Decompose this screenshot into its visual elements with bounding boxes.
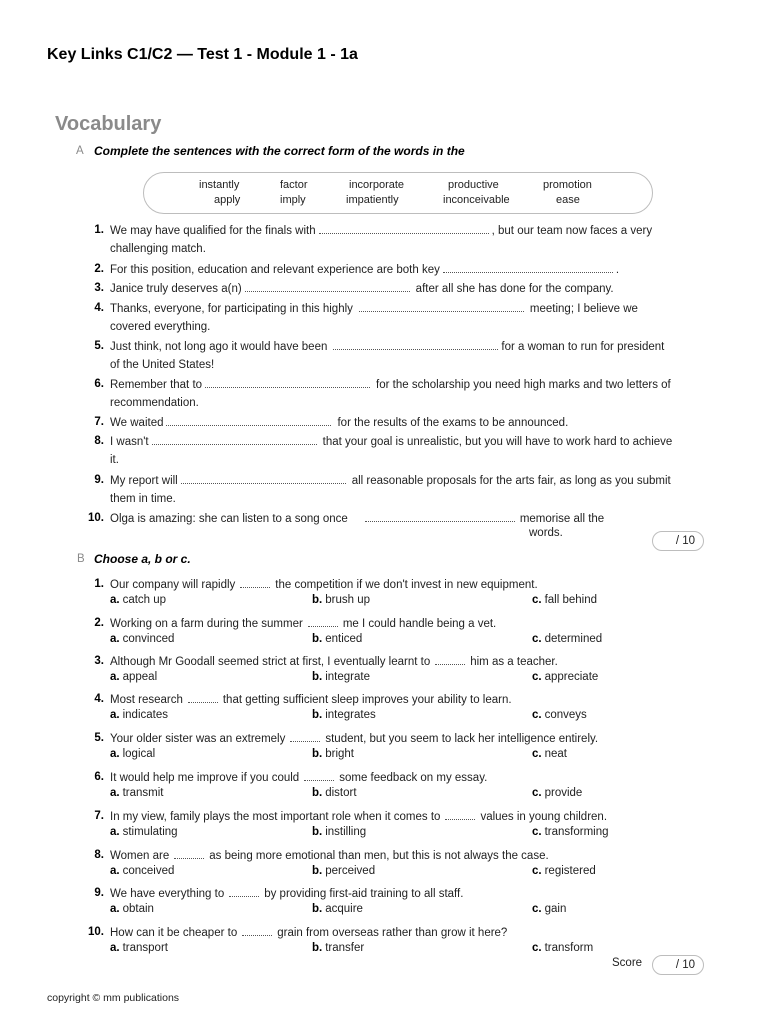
- answer-blank[interactable]: [205, 377, 370, 388]
- option-text: enticed: [325, 633, 363, 645]
- question-number: 10.: [88, 926, 104, 938]
- sentence-line: Olga is amazing: she can listen to a song once memorise all the: [110, 513, 605, 525]
- section-title: Vocabulary: [55, 113, 162, 135]
- sentence-line: We waited for the results of the exams to be announced.: [110, 417, 569, 429]
- option-text: conceived: [122, 865, 175, 877]
- option-label: c.: [532, 594, 542, 606]
- option-label: c.: [532, 942, 542, 954]
- option-label: b.: [312, 671, 323, 683]
- option-text: logical: [122, 748, 156, 760]
- question-number: 9.: [94, 887, 104, 899]
- option-c[interactable]: [532, 671, 598, 683]
- question-text: In my view, family plays the most important role when it comes to: [110, 811, 441, 823]
- option-label: b.: [312, 826, 323, 838]
- option-b[interactable]: [312, 594, 370, 606]
- answer-blank[interactable]: [435, 654, 465, 665]
- answer-blank[interactable]: [152, 434, 317, 445]
- option-text: transfer: [325, 942, 365, 954]
- option-a[interactable]: [110, 903, 154, 915]
- sentence-line: them in time.: [110, 493, 176, 505]
- question-text: that getting sufficient sleep improves your ability to learn.: [222, 694, 512, 706]
- option-a[interactable]: [110, 826, 178, 838]
- word-item: inconceivable: [443, 194, 510, 206]
- option-b[interactable]: [312, 671, 370, 683]
- option-text: perceived: [325, 865, 376, 877]
- option-a[interactable]: [110, 633, 174, 645]
- option-label: a.: [110, 633, 120, 645]
- question-text: Your older sister was an extremely: [110, 733, 286, 745]
- answer-blank[interactable]: [445, 809, 475, 820]
- question-text: Women are: [110, 850, 170, 862]
- word-item: impatiently: [346, 194, 399, 206]
- option-text: registered: [544, 865, 596, 877]
- score-label: Score: [612, 957, 643, 969]
- option-text: obtain: [122, 903, 154, 915]
- option-text: provide: [544, 787, 583, 799]
- question-text: Our company will rapidly: [110, 579, 236, 591]
- question-text: the competition if we don't invest in new equipment.: [275, 579, 538, 591]
- question-text: grain from overseas rather than grow it here?: [277, 927, 508, 939]
- option-label: a.: [110, 709, 120, 721]
- score-box-a: / 10: [652, 531, 704, 551]
- question-text: How can it be cheaper to: [110, 927, 238, 939]
- question-text: It would help me improve if you could: [110, 772, 300, 784]
- option-label: c.: [532, 671, 542, 683]
- option-a[interactable]: [110, 865, 174, 877]
- question-stem: [110, 808, 607, 826]
- option-text: distort: [325, 787, 357, 799]
- option-text: transforming: [544, 826, 609, 838]
- answer-blank[interactable]: [188, 692, 218, 703]
- option-text: determined: [544, 633, 603, 645]
- answer-blank[interactable]: [365, 511, 515, 522]
- option-text: fall behind: [544, 594, 598, 606]
- option-label: b.: [312, 942, 323, 954]
- word-item: promotion: [543, 179, 592, 191]
- option-text: gain: [544, 903, 567, 915]
- word-item: productive: [448, 179, 499, 191]
- option-b[interactable]: [312, 903, 363, 915]
- sentence-line: I wasn't that your goal is unrealistic, but you will have to work hard to achieve: [110, 436, 673, 448]
- option-c[interactable]: [532, 787, 582, 799]
- part-b-instruction: Choose a, b or c.: [94, 552, 191, 566]
- option-c[interactable]: [532, 594, 597, 606]
- answer-blank[interactable]: [308, 616, 338, 627]
- option-label: a.: [110, 748, 120, 760]
- sentence-line: it.: [110, 454, 119, 466]
- question-stem: [110, 885, 463, 903]
- word-item: ease: [556, 194, 580, 206]
- page-title: Key Links C1/C2 — Test 1 - Module 1 - 1a: [47, 46, 358, 63]
- option-label: a.: [110, 903, 120, 915]
- option-text: convinced: [122, 633, 175, 645]
- question-text: values in young children.: [480, 811, 608, 823]
- answer-blank[interactable]: [181, 473, 346, 484]
- answer-blank[interactable]: [443, 262, 613, 273]
- option-label: b.: [312, 633, 323, 645]
- question-text: student, but you seem to lack her intelligence entirely.: [325, 733, 599, 745]
- question-stem: [110, 576, 538, 594]
- option-label: b.: [312, 748, 323, 760]
- option-label: a.: [110, 671, 120, 683]
- sentence-line: of the United States!: [110, 359, 215, 371]
- sentence-line: Remember that to for the scholarship you need high marks and two letters of: [110, 379, 671, 391]
- question-text: him as a teacher.: [470, 656, 558, 668]
- option-text: conveys: [544, 709, 587, 721]
- question-stem: [110, 691, 512, 709]
- option-a[interactable]: [110, 748, 155, 760]
- option-text: neat: [544, 748, 567, 760]
- copyright: copyright © mm publications: [47, 992, 180, 1004]
- answer-blank[interactable]: [333, 339, 498, 350]
- option-c[interactable]: [532, 748, 567, 760]
- option-text: bright: [325, 748, 355, 760]
- option-label: c.: [532, 748, 542, 760]
- part-a-instruction: Complete the sentences with the correct form of the words in the: [94, 144, 465, 158]
- question-number: 2.: [94, 617, 104, 629]
- question-text: me I could handle being a vet.: [342, 618, 497, 630]
- option-b[interactable]: [312, 709, 376, 721]
- answer-blank[interactable]: [245, 281, 410, 292]
- part-b-letter: B: [77, 553, 85, 565]
- option-text: indicates: [122, 709, 168, 721]
- option-text: integrate: [325, 671, 370, 683]
- answer-blank[interactable]: [242, 925, 272, 936]
- option-label: c.: [532, 709, 542, 721]
- sentence-line: covered everything.: [110, 321, 211, 333]
- item-number: 9.: [94, 474, 104, 486]
- item-number: 5.: [94, 340, 104, 352]
- option-label: b.: [312, 709, 323, 721]
- question-number: 5.: [94, 732, 104, 744]
- option-label: c.: [532, 826, 542, 838]
- option-c[interactable]: [532, 633, 602, 645]
- option-text: brush up: [325, 594, 370, 606]
- question-number: 8.: [94, 849, 104, 861]
- item-number: 8.: [94, 435, 104, 447]
- question-stem: [110, 924, 507, 942]
- question-stem: [110, 730, 598, 748]
- option-c[interactable]: [532, 903, 566, 915]
- question-text: Although Mr Goodall seemed strict at first, I eventually learnt to: [110, 656, 431, 668]
- option-a[interactable]: [110, 709, 168, 721]
- sentence-line: We may have qualified for the finals with , but our team now faces a very: [110, 225, 653, 237]
- part-a-letter: A: [76, 145, 84, 157]
- answer-blank[interactable]: [319, 223, 489, 234]
- option-c[interactable]: [532, 826, 609, 838]
- answer-blank[interactable]: [240, 577, 270, 588]
- answer-blank[interactable]: [290, 731, 320, 742]
- sentence-line: challenging match.: [110, 243, 206, 255]
- option-label: b.: [312, 787, 323, 799]
- option-label: a.: [110, 594, 120, 606]
- item-number: 1.: [94, 224, 104, 236]
- option-a[interactable]: [110, 594, 166, 606]
- question-text: Most research: [110, 694, 183, 706]
- word-item: incorporate: [349, 179, 405, 191]
- option-label: a.: [110, 865, 120, 877]
- answer-blank[interactable]: [174, 848, 204, 859]
- item-number: 3.: [94, 282, 104, 294]
- option-text: integrates: [325, 709, 376, 721]
- option-c[interactable]: [532, 865, 596, 877]
- question-text: as being more emotional than men, but this is not always the case.: [209, 850, 549, 862]
- answer-blank[interactable]: [359, 301, 524, 312]
- word-item: imply: [280, 194, 306, 206]
- option-a[interactable]: [110, 787, 164, 799]
- item-number: 6.: [94, 378, 104, 390]
- option-label: c.: [532, 903, 542, 915]
- answer-blank[interactable]: [229, 886, 259, 897]
- option-text: transform: [544, 942, 594, 954]
- option-label: b.: [312, 594, 323, 606]
- question-number: 7.: [94, 810, 104, 822]
- sentence-line: For this position, education and relevant experience are both key .: [110, 264, 620, 276]
- option-text: transmit: [122, 787, 164, 799]
- question-number: 1.: [94, 578, 104, 590]
- word-item: apply: [214, 194, 241, 206]
- question-stem: [110, 769, 487, 787]
- option-text: appeal: [122, 671, 158, 683]
- sentence-line: Thanks, everyone, for participating in this highly meeting; I believe we: [110, 303, 638, 315]
- option-label: c.: [532, 633, 542, 645]
- option-text: stimulating: [122, 826, 178, 838]
- option-text: acquire: [325, 903, 363, 915]
- option-b[interactable]: [312, 826, 366, 838]
- question-stem: [110, 653, 558, 671]
- question-stem: [110, 615, 496, 633]
- option-label: c.: [532, 865, 542, 877]
- answer-blank[interactable]: [166, 415, 331, 426]
- sentence-line: Just think, not long ago it would have been for a woman to run for president: [110, 341, 665, 353]
- item-number: 4.: [94, 302, 104, 314]
- option-a[interactable]: [110, 671, 157, 683]
- option-b[interactable]: [312, 748, 354, 760]
- option-text: transport: [122, 942, 168, 954]
- question-number: 4.: [94, 693, 104, 705]
- option-b[interactable]: [312, 942, 364, 954]
- option-b[interactable]: [312, 865, 375, 877]
- sentence-line: My report will all reasonable proposals for the arts fair, as long as you submit: [110, 475, 671, 487]
- option-label: a.: [110, 942, 120, 954]
- sentence-line: Janice truly deserves a(n) after all she has done for the company.: [110, 283, 614, 295]
- option-c[interactable]: [532, 709, 587, 721]
- option-c[interactable]: [532, 942, 593, 954]
- option-label: c.: [532, 787, 542, 799]
- sentence-line: recommendation.: [110, 397, 199, 409]
- word-item: instantly: [199, 179, 240, 191]
- question-text: Working on a farm during the summer: [110, 618, 303, 630]
- question-number: 6.: [94, 771, 104, 783]
- question-text: We have everything to: [110, 888, 225, 900]
- option-label: b.: [312, 903, 323, 915]
- item-number: 2.: [94, 263, 104, 275]
- answer-blank[interactable]: [304, 770, 334, 781]
- option-label: a.: [110, 826, 120, 838]
- option-a[interactable]: [110, 942, 168, 954]
- word-item: factor: [280, 179, 308, 191]
- option-text: appreciate: [544, 671, 599, 683]
- score-box-total: / 10: [652, 955, 704, 975]
- item-number: 10.: [88, 512, 104, 524]
- option-text: instilling: [325, 826, 367, 838]
- option-b[interactable]: [312, 787, 357, 799]
- sentence-line: words.: [529, 527, 563, 539]
- question-number: 3.: [94, 655, 104, 667]
- option-label: b.: [312, 865, 323, 877]
- question-stem: [110, 847, 549, 865]
- option-b[interactable]: [312, 633, 362, 645]
- question-text: some feedback on my essay.: [339, 772, 488, 784]
- option-text: catch up: [122, 594, 167, 606]
- option-label: a.: [110, 787, 120, 799]
- question-text: by providing first-aid training to all staff.: [264, 888, 464, 900]
- item-number: 7.: [94, 416, 104, 428]
